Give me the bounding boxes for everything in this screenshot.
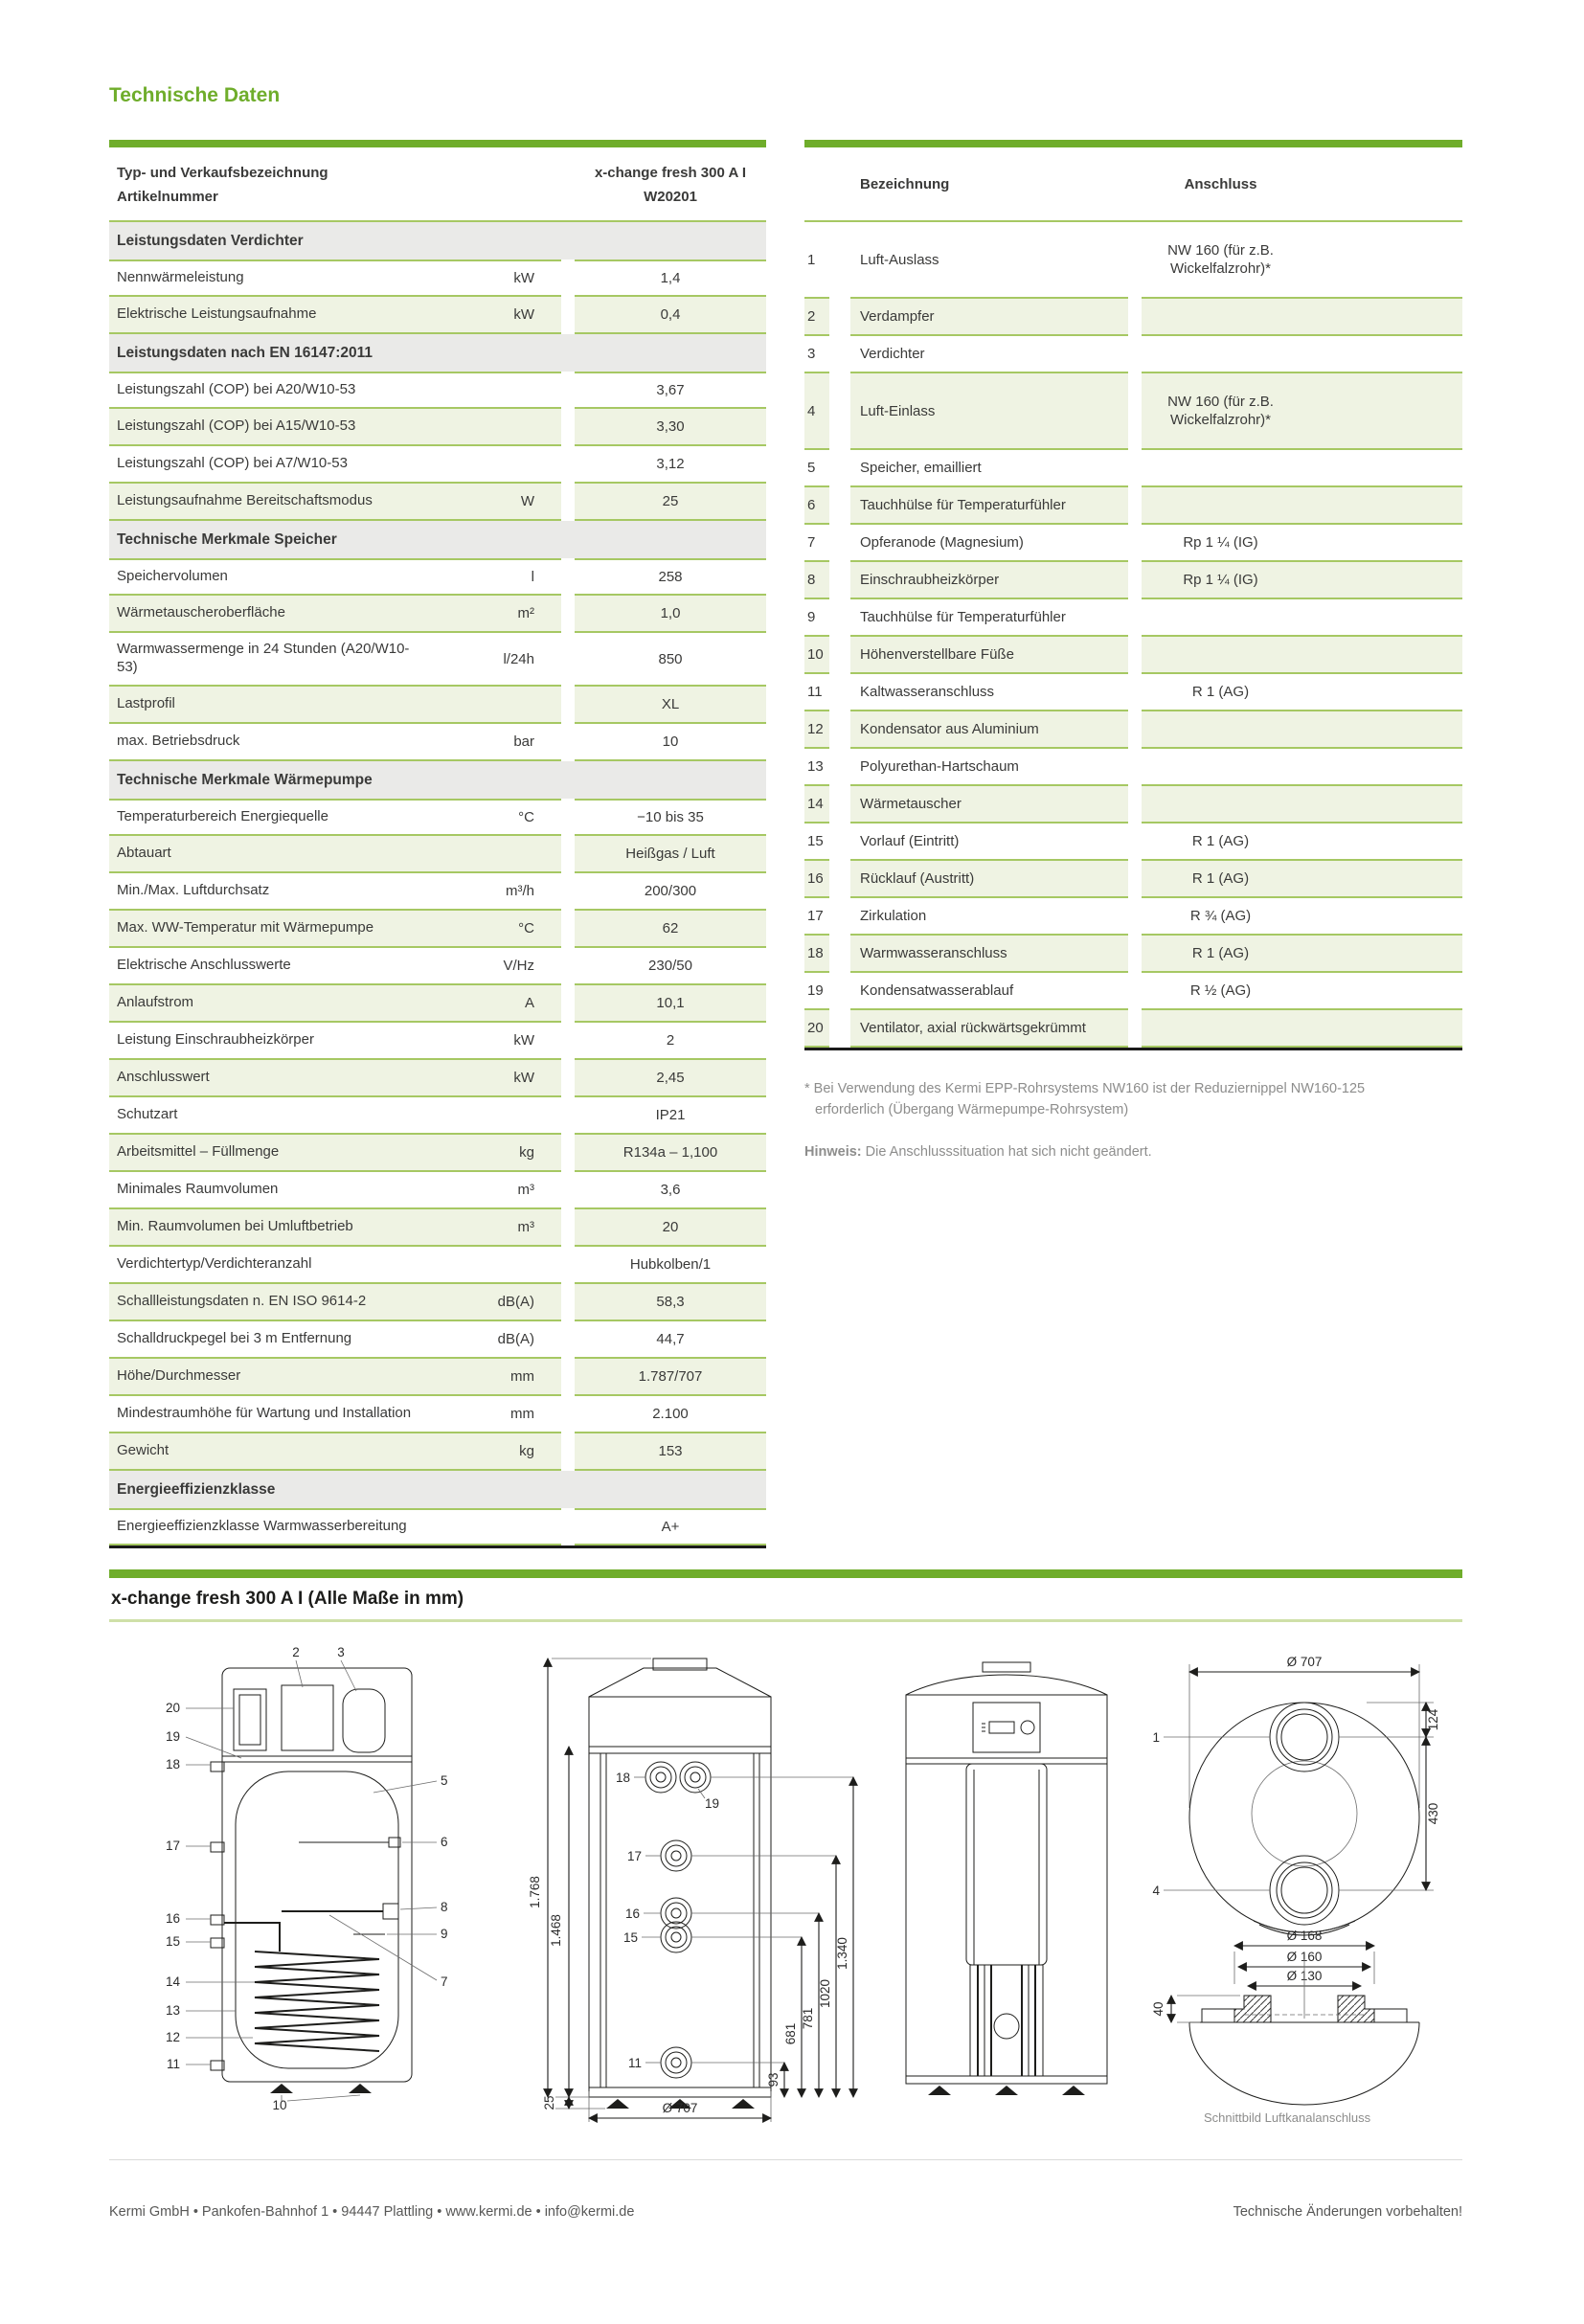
spec-row-unit: dB(A) [497,1331,534,1347]
connection-row-label: Kaltwasseranschluss [850,674,1128,711]
callout-17: 17 [165,1839,180,1853]
spec-row [109,836,766,873]
spec-row [109,409,766,446]
hinweis-text: Die Anschlusssituation hat sich nicht geändert. [865,1143,1152,1160]
dim-160: Ø 160 [1286,1950,1323,1964]
connection-row-label: Speicher, emailliert [850,450,1128,487]
connection-row-label: Zirkulation [850,898,1128,936]
spec-row [109,1508,766,1546]
connection-row-label: Rücklauf (Austritt) [850,861,1128,898]
conn-header-name: Bezeichnung [860,175,950,192]
hinweis-note [804,1144,1462,1160]
spec-row-unit: A [524,995,534,1011]
spec-row [109,633,766,687]
port-label-15: 15 [622,1930,638,1945]
spec-section-title: Leistungsdaten nach EN 16147:2011 [117,344,373,361]
spec-row [109,558,766,596]
spec-row [109,911,766,948]
spec-row-label: Nennwärmeleistung [117,269,244,286]
spec-row-value: XL [661,696,680,712]
connection-row-number: 2 [804,299,829,336]
connection-table-body [804,222,1462,1048]
connection-row [804,222,1462,299]
connection-row-label: Opferanode (Magnesium) [850,525,1128,562]
spec-row-unit: m³/h [506,883,534,899]
conn-header-connection: Anschluss [1184,175,1257,192]
spec-row-value: A+ [661,1519,680,1535]
connection-row-connection: NW 160 (für z.B. Wickelfalzrohr)* [1167,393,1274,428]
spec-row-label: Energieeffizienzklasse Warmwasserbereitung [117,1518,407,1535]
spec-row-unit: V/Hz [503,958,534,974]
spec-row-label: Schutzart [117,1106,178,1123]
spec-row-unit: mm [510,1406,534,1422]
connection-row-number: 11 [804,674,829,711]
connection-row-label: Warmwasseranschluss [850,936,1128,973]
spec-row [109,1172,766,1209]
connection-row [804,786,1462,824]
connection-row [804,898,1462,936]
spec-row-unit: kW [513,1070,534,1086]
spec-row-label: Leistungszahl (COP) bei A20/W10-53 [117,381,356,398]
spec-row-label: Schallleistungsdaten n. EN ISO 9614-2 [117,1293,367,1310]
connection-row-label: Verdampfer [850,299,1128,336]
spec-row-unit: m² [517,605,534,621]
spec-header-article-number: W20201 [644,188,697,205]
connection-row-connection: R 1 (AG) [1191,832,1250,849]
spec-row-unit: °C [518,920,534,936]
spec-row-value: 44,7 [656,1331,685,1347]
dim-1020: 1020 [818,1978,832,2009]
spec-row-unit: kW [513,270,534,286]
connection-row-number: 7 [804,525,829,562]
spec-row [109,1433,766,1471]
dim-1768: 1.768 [528,1876,542,1908]
spec-row-value: 3,67 [656,382,685,398]
connection-row-number: 9 [804,599,829,637]
connection-row-number: 15 [804,824,829,861]
dim-diameter-707-front: Ø 707 [662,2101,698,2115]
connection-row-connection: R ½ (AG) [1189,981,1252,999]
spec-row-value: R134a – 1,100 [622,1144,718,1161]
spec-row-label: Mindestraumhöhe für Wartung und Installation [117,1405,412,1422]
callout-13: 13 [165,2003,180,2018]
spec-row-value: 3,30 [656,418,685,435]
connection-column [804,140,1462,1160]
dim-1340: 1.340 [835,1937,849,1970]
spec-row-label: Min./Max. Luftdurchsatz [117,882,270,899]
connection-row [804,1010,1462,1048]
spec-row-value: 2 [666,1032,675,1049]
spec-row [109,724,766,761]
spec-table-body [109,222,766,1546]
connection-row-label: Kondensatwasserablauf [850,973,1128,1010]
dim-430: 430 [1426,1802,1440,1825]
spec-row-value: 200/300 [644,883,697,899]
spec-row-label: Schalldruckpegel bei 3 m Entfernung [117,1330,352,1347]
spec-row-unit: kg [519,1144,534,1161]
callout-12: 12 [165,2030,180,2044]
spec-row [109,1284,766,1321]
drawings-section [109,1569,1462,2127]
connection-row [804,674,1462,711]
dim-40: 40 [1151,2001,1165,2017]
callout-19: 19 [165,1729,180,1744]
connection-row [804,599,1462,637]
connection-row-label: Tauchhülse für Temperaturfühler [850,487,1128,525]
callout-top-1: 1 [1152,1730,1160,1745]
spec-row-label: Anschlusswert [117,1069,210,1086]
spec-row-label: Höhe/Durchmesser [117,1367,241,1385]
spec-row-label: Abtauart [117,845,171,862]
connection-row [804,973,1462,1010]
connection-row-number: 17 [804,898,829,936]
spec-row-value: IP21 [655,1107,686,1123]
spec-row [109,484,766,521]
spec-row-unit: kW [513,306,534,323]
connection-row-number: 18 [804,936,829,973]
spec-row-label: Leistungsaufnahme Bereitschaftsmodus [117,492,373,509]
dim-124: 124 [1426,1708,1440,1731]
spec-row [109,687,766,724]
spec-header-product-name: x-change fresh 300 A I [594,165,747,181]
spec-row-unit: l [531,569,534,585]
connection-row-number: 19 [804,973,829,1010]
port-label-11: 11 [627,2056,642,2070]
spec-row-label: Arbeitsmittel – Füllmenge [117,1143,280,1161]
connection-row-label: Höhenverstellbare Füße [850,637,1128,674]
spec-row [109,873,766,911]
spec-row-value: 62 [662,920,679,936]
spec-row [109,1209,766,1247]
spec-section-header [109,1471,766,1508]
spec-row-value: 10 [662,733,679,750]
spec-section-header [109,334,766,372]
connection-row-label: Polyurethan-Hartschaum [850,749,1128,786]
connection-row-label: Einschraubheizkörper [850,562,1128,599]
spec-row-value: 3,12 [656,456,685,472]
spec-row-label: Temperaturbereich Energiequelle [117,808,328,825]
connection-row-label: Wärmetauscher [850,786,1128,824]
page-footer [109,2159,1462,2220]
spec-row [109,596,766,633]
connection-table-accent-bar [804,140,1462,147]
connection-row-connection: R 1 (AG) [1191,869,1250,887]
drawings-title: x-change fresh 300 A I (Alle Maße in mm) [109,1578,1462,1622]
spec-row-unit: m³ [517,1182,534,1198]
spec-row-unit: kW [513,1032,534,1049]
callout-14: 14 [165,1974,180,1989]
callout-20: 20 [165,1701,180,1715]
connection-row-number: 4 [804,373,829,450]
dim-25: 25 [542,2095,556,2110]
spec-row-label: Leistungszahl (COP) bei A15/W10-53 [117,417,356,435]
spec-row-unit: W [520,493,534,509]
page-title: Technische Daten [109,84,281,106]
spec-row [109,985,766,1023]
spec-row [109,1396,766,1433]
callout-3: 3 [337,1645,345,1659]
callout-8: 8 [441,1900,448,1914]
footnote-line1: * Bei Verwendung des Kermi EPP-Rohrsystems NW160 ist der Reduziernippel NW160-125 [804,1081,1366,1096]
spec-row-label: Minimales Raumvolumen [117,1181,279,1198]
callout-15: 15 [165,1934,180,1949]
spec-section-title: Energieeffizienzklasse [117,1480,276,1498]
spec-section-header [109,521,766,558]
connection-row [804,936,1462,973]
dim-diameter-707-top: Ø 707 [1286,1655,1323,1669]
connection-row-number: 12 [804,711,829,749]
connection-row-number: 8 [804,562,829,599]
dim-781: 781 [801,2007,815,2030]
spec-section-header [109,222,766,259]
drawings-area [109,1622,1462,2127]
spec-row [109,1023,766,1060]
connection-row-label: Vorlauf (Eintritt) [850,824,1128,861]
hinweis-label: Hinweis: [804,1143,862,1160]
spec-row [109,297,766,334]
spec-row-unit: dB(A) [497,1294,534,1310]
callout-18: 18 [165,1757,180,1771]
connection-row-number: 13 [804,749,829,786]
spec-row-value: 10,1 [656,995,685,1011]
spec-table-accent-bar [109,140,766,147]
spec-row-value: 2,45 [656,1070,685,1086]
spec-row-value: Hubkolben/1 [629,1256,712,1273]
connection-row-number: 14 [804,786,829,824]
connection-row-number: 20 [804,1010,829,1048]
port-label-16: 16 [624,1907,640,1921]
spec-row-value: 1.787/707 [638,1368,703,1385]
spec-row-value: 25 [662,493,679,509]
spec-row [109,948,766,985]
spec-row-unit: l/24h [503,650,534,667]
spec-row-value: 258 [658,569,683,585]
spec-row-unit: mm [510,1368,534,1385]
spec-row-unit: m³ [517,1219,534,1235]
connection-row-connection: R 1 (AG) [1191,944,1250,961]
connection-row-number: 10 [804,637,829,674]
port-label-17: 17 [626,1849,642,1863]
connection-row-connection: R ¾ (AG) [1189,907,1252,924]
spec-section-title: Technische Merkmale Speicher [117,530,337,548]
spec-row-label: Warmwassermenge in 24 Stunden (A20/W10-53) [117,641,410,675]
footnote [804,1079,1462,1121]
spec-row-label: Speichervolumen [117,568,228,585]
dim-93: 93 [766,2072,781,2087]
connection-table [804,140,1462,1050]
spec-row-label: Gewicht [117,1442,170,1459]
spec-row-unit: °C [518,809,534,825]
drawings-accent-bar [109,1569,1462,1578]
connection-row [804,562,1462,599]
connection-row-number: 6 [804,487,829,525]
spec-row [109,1247,766,1284]
footnote-line2: erforderlich (Übergang Wärmepumpe-Rohrsystem) [815,1101,1129,1117]
spec-row [109,1135,766,1172]
connection-row-connection: Rp 1 ¼ (IG) [1183,533,1258,551]
spec-row-value: 1,4 [660,270,681,286]
spec-row-value: 230/50 [648,958,692,974]
spec-row-label: Lastprofil [117,695,175,712]
spec-table [109,140,766,1548]
spec-row-unit: bar [513,733,534,750]
callout-5: 5 [441,1773,448,1788]
connection-row-number: 5 [804,450,829,487]
spec-row-label: Min. Raumvolumen bei Umluftbetrieb [117,1218,353,1235]
dim-130: Ø 130 [1286,1969,1323,1983]
spec-row [109,1359,766,1396]
connection-row-number: 1 [804,222,829,299]
connection-row-label: Ventilator, axial rückwärtsgekrümmt [850,1010,1128,1048]
connection-row-connection: NW 160 (für z.B. Wickelfalzrohr)* [1167,241,1274,277]
spec-row [109,1060,766,1097]
connection-table-header [804,147,1462,222]
spec-row-label: Anlaufstrom [117,994,194,1011]
spec-header-value [575,162,766,210]
spec-row-value: 0,4 [660,306,681,323]
spec-row-label: Leistungszahl (COP) bei A7/W10-53 [117,455,348,472]
dim-168: Ø 168 [1286,1929,1323,1943]
connection-row [804,525,1462,562]
spec-row-value: 3,6 [660,1182,681,1198]
page [0,84,1584,2220]
spec-row [109,799,766,836]
tables-row [109,140,1462,1548]
callout-10: 10 [272,2098,287,2112]
spec-row-value: 153 [658,1443,683,1459]
spec-row [109,259,766,297]
connection-row [804,373,1462,450]
drawing-section-view [138,1643,483,2112]
connection-row [804,487,1462,525]
port-label-18: 18 [615,1771,630,1785]
spec-section-header [109,761,766,799]
spec-row-unit: kg [519,1443,534,1459]
spec-row [109,372,766,409]
callout-top-4: 4 [1152,1884,1160,1898]
drawing-front-view [498,1643,867,2127]
connection-row-number: 3 [804,336,829,373]
spec-row-value: 2.100 [652,1406,689,1422]
port-label-19: 19 [705,1796,720,1811]
spec-section-title: Leistungsdaten Verdichter [117,232,304,249]
connection-row [804,824,1462,861]
callout-7: 7 [441,1974,448,1989]
connection-row-label: Luft-Auslass [850,222,1128,299]
spec-row-label: Wärmetauscheroberfläche [117,604,285,621]
callout-16: 16 [165,1911,180,1926]
spec-row-value: 1,0 [660,605,681,621]
callout-9: 9 [441,1927,448,1941]
connection-row-label: Tauchhülse für Temperaturfühler [850,599,1128,637]
connection-row [804,749,1462,786]
spec-header-label-line1: Typ- und Verkaufsbezeichnung [117,165,328,181]
connection-row [804,336,1462,373]
spec-row-value: 20 [662,1219,679,1235]
connection-row [804,450,1462,487]
duct-detail-caption: Schnittbild Luftkanalanschluss [1204,2110,1371,2125]
spec-row-label: Elektrische Leistungsaufnahme [117,305,317,323]
spec-row-value: 58,3 [656,1294,685,1310]
spec-row [109,1321,766,1359]
callout-2: 2 [292,1645,300,1659]
connection-row-label: Luft-Einlass [850,373,1128,450]
callout-6: 6 [441,1835,448,1849]
connection-row-label: Kondensator aus Aluminium [850,711,1128,749]
footer-company-info: Kermi GmbH • Pankofen-Bahnhof 1 • 94447 Plattling • www.kermi.de • info@kermi.de [109,2204,635,2220]
drawing-top-view [1146,1643,1462,2127]
connection-row [804,637,1462,674]
footer-disclaimer: Technische Änderungen vorbehalten! [1233,2204,1462,2220]
connection-row [804,861,1462,898]
spec-row [109,1097,766,1135]
spec-row-value: −10 bis 35 [637,809,704,825]
spec-row-label: Elektrische Anschlusswerte [117,957,291,974]
spec-row [109,446,766,484]
spec-row-label: Max. WW-Temperatur mit Wärmepumpe [117,919,374,936]
connection-row-connection: Rp 1 ¼ (IG) [1183,571,1258,588]
spec-row-label: Verdichtertyp/Verdichteranzahl [117,1255,312,1273]
spec-header-label [109,162,561,210]
dim-1468: 1.468 [549,1914,563,1947]
spec-table-header [109,147,766,222]
connection-row [804,299,1462,336]
spec-row-value: 850 [658,650,683,667]
spec-row-label: Leistung Einschraubheizkörper [117,1031,314,1049]
callout-11: 11 [166,2057,180,2071]
spec-section-title: Technische Merkmale Wärmepumpe [117,771,373,788]
connection-row-label: Verdichter [850,336,1128,373]
connection-row-number: 16 [804,861,829,898]
drawing-side-view [882,1643,1131,2112]
spec-row-label: max. Betriebsdruck [117,733,240,750]
spec-row-value: Heißgas / Luft [625,846,715,862]
spec-header-label-line2: Artikelnummer [117,188,218,205]
connection-row [804,711,1462,749]
connection-row-connection: R 1 (AG) [1191,683,1250,700]
dim-681: 681 [783,2022,798,2045]
